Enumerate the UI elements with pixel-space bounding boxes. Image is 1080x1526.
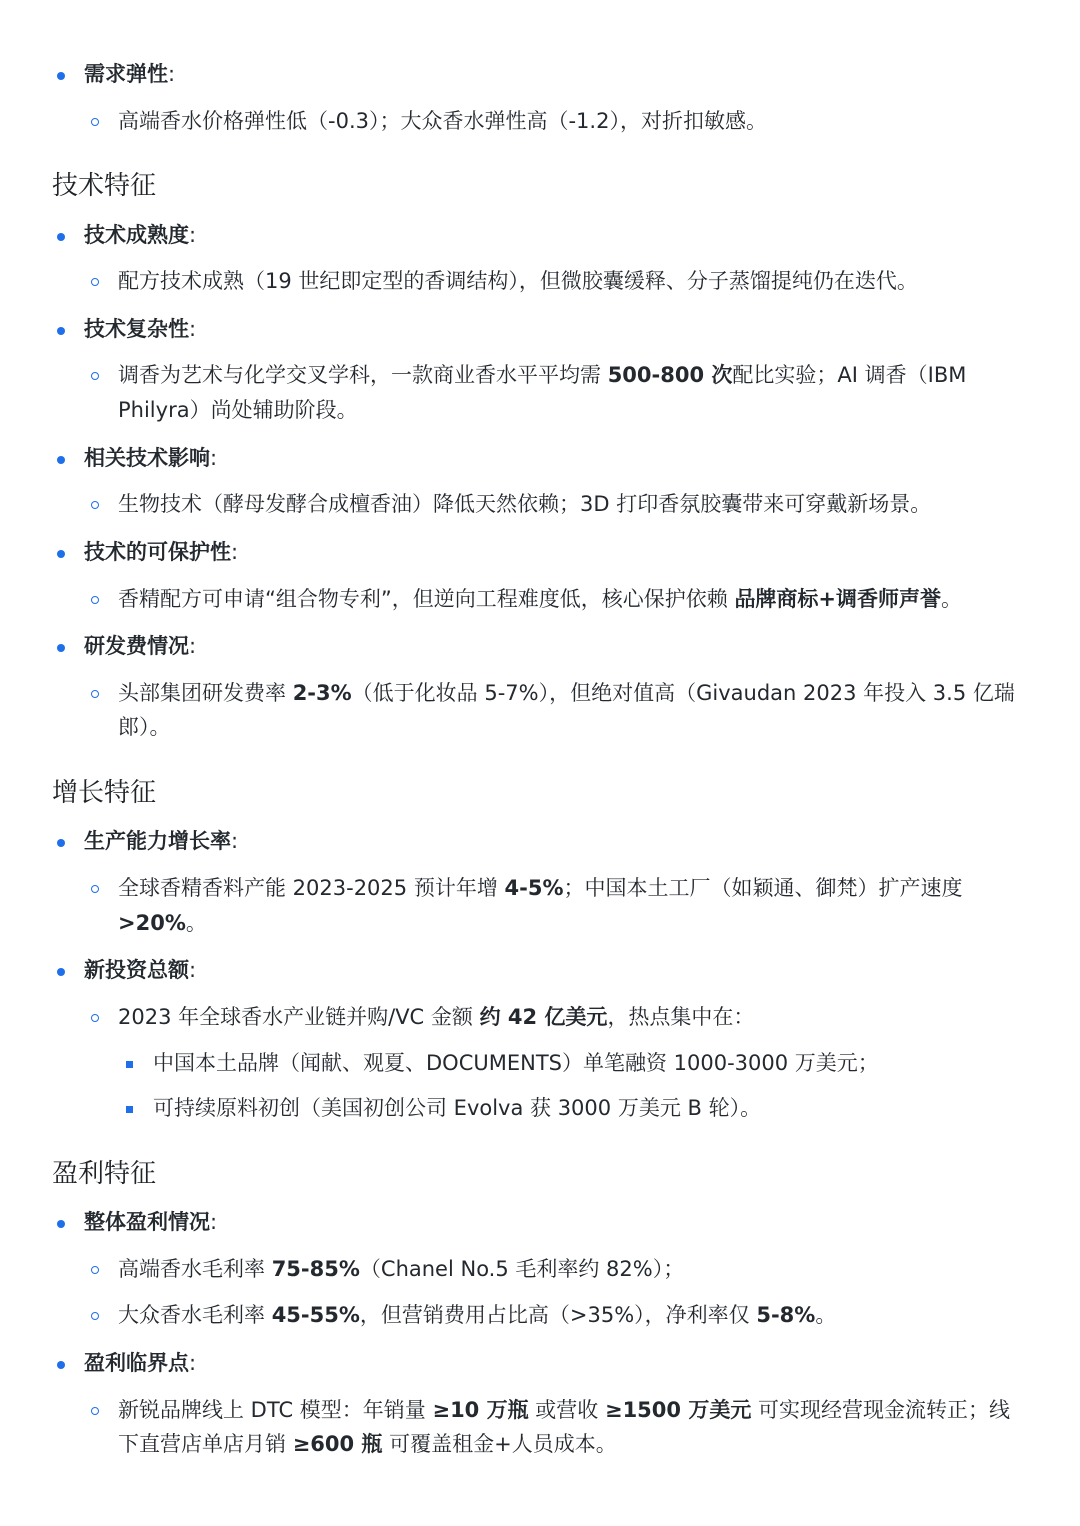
sub-list-item	[52, 358, 1028, 427]
item-label: 相关技术影响	[84, 445, 210, 470]
item-label: 技术的可保护性	[84, 539, 231, 564]
body-text: 配比实验；AI 调香（IBM Philyra）尚处辅助阶段。	[118, 363, 967, 423]
list-item: 盈利临界点:	[52, 1347, 1028, 1381]
emphasis-text: 约 42 亿美元	[479, 1004, 608, 1029]
body-text: 大众香水毛利率	[118, 1303, 272, 1328]
body-text: ；中国本土工厂（如颖通、御梵）扩产速度	[563, 876, 963, 901]
body-text: 高端香水毛利率	[118, 1256, 272, 1281]
body-text: 生物技术（酵母发酵合成檀香油）降低天然依赖；3D 打印香氛胶囊带来可穿戴新场景。	[118, 492, 932, 517]
item-label: 新投资总额	[84, 958, 189, 983]
section-heading: 技术特征	[52, 171, 157, 202]
list-item: 生产能力增长率:	[52, 825, 1028, 859]
sub-list-item	[52, 104, 1028, 139]
sub-sub-list-item: 可持续原料初创（美国初创公司 Evolva 获 3000 万美元 B 轮）。	[52, 1092, 1028, 1126]
body-text: 2023 年全球香水产业链并购/VC 金额	[118, 1004, 480, 1029]
section-heading: 盈利特征	[52, 1158, 157, 1189]
emphasis-text: ≥1500 万美元	[604, 1397, 752, 1422]
section	[52, 168, 1028, 745]
sub-list-item	[52, 1252, 1028, 1287]
emphasis-text: ≥10 万瓶	[432, 1397, 529, 1422]
list-item: 研发费情况:	[52, 630, 1028, 664]
body-text: 配方技术成熟（19 世纪即定型的香调结构），但微胶囊缓释、分子蒸馏提纯仍在迭代。	[118, 269, 918, 294]
body-text: 可覆盖租金+人员成本。	[382, 1432, 617, 1457]
sub-sub-list-item: 中国本土品牌（闻献、观夏、DOCUMENTS）单笔融资 1000-3000 万美元；	[52, 1047, 1028, 1081]
body-text: ，热点集中在：	[607, 1004, 755, 1029]
section-heading: 增长特征	[52, 778, 157, 809]
emphasis-text: ≥600 瓶	[292, 1432, 383, 1457]
body-text: 新锐品牌线上 DTC 模型：年销量	[118, 1397, 433, 1422]
emphasis-text: 75-85%	[271, 1256, 360, 1281]
emphasis-text: 5-8%	[756, 1303, 816, 1328]
sub-list-item	[52, 1298, 1028, 1333]
body-text: 全球香精香料产能 2023-2025 预计年增	[118, 876, 505, 901]
emphasis-text: 品牌商标+调香师声誉	[734, 586, 942, 611]
item-label: 需求弹性	[84, 62, 168, 86]
list-item: 相关技术影响:	[52, 442, 1028, 476]
list-item: 新投资总额:	[52, 954, 1028, 988]
sub-list-item	[52, 676, 1028, 745]
emphasis-text: 4-5%	[504, 876, 564, 901]
item-label: 研发费情况	[84, 634, 189, 659]
body-text: 可实现经营现金流转正；线下直营店单店月销	[118, 1397, 1011, 1457]
body-text: （Chanel No.5 毛利率约 82%）；	[359, 1256, 685, 1281]
item-label: 技术成熟度	[84, 222, 189, 247]
list-item: 技术的可保护性:	[52, 536, 1028, 570]
item-label: 技术复杂性	[84, 316, 189, 341]
body-text: 。	[815, 1303, 837, 1328]
sub-list-item	[52, 487, 1028, 522]
list-item: 技术成熟度:	[52, 219, 1028, 253]
list-item: 需求弹性:	[52, 58, 1028, 92]
body-text: ，但营销费用占比高（>35%），净利率仅	[359, 1303, 757, 1328]
emphasis-text: 2-3%	[292, 680, 352, 705]
section	[52, 1156, 1028, 1462]
sub-list-item	[52, 1393, 1028, 1462]
body-text: 头部集团研发费率	[118, 680, 293, 705]
body-text: 。	[941, 586, 963, 611]
item-label: 整体盈利情况	[84, 1210, 210, 1235]
body-text: 调香为艺术与化学交叉学科，一款商业香水平平均需	[118, 363, 608, 388]
body-text: 香精配方可申请“组合物专利”，但逆向工程难度低，核心保护依赖	[118, 586, 735, 611]
list-item: 技术复杂性:	[52, 313, 1028, 347]
sub-list-item	[52, 871, 1028, 940]
emphasis-text: 45-55%	[271, 1303, 360, 1328]
body-text: 。	[185, 910, 207, 935]
sub-list-item	[52, 264, 1028, 299]
item-label: 生产能力增长率	[84, 829, 231, 854]
sub-list-item	[52, 582, 1028, 617]
section	[52, 58, 1028, 138]
body-text: 高端香水价格弹性低（-0.3）；大众香水弹性高（-1.2），对折扣敏感。	[118, 108, 767, 133]
body-text: （低于化妆品 5-7%），但绝对值高（Givaudan 2023 年投入 3.5 亿瑞郎）。	[118, 680, 1015, 740]
body-text: 或营收	[528, 1397, 605, 1422]
sub-list-item	[52, 1000, 1028, 1035]
section	[52, 775, 1028, 1126]
item-label: 盈利临界点	[84, 1351, 189, 1376]
list-item: 整体盈利情况:	[52, 1206, 1028, 1240]
emphasis-text: >20%	[118, 910, 186, 935]
emphasis-text: 500-800 次	[607, 363, 733, 388]
